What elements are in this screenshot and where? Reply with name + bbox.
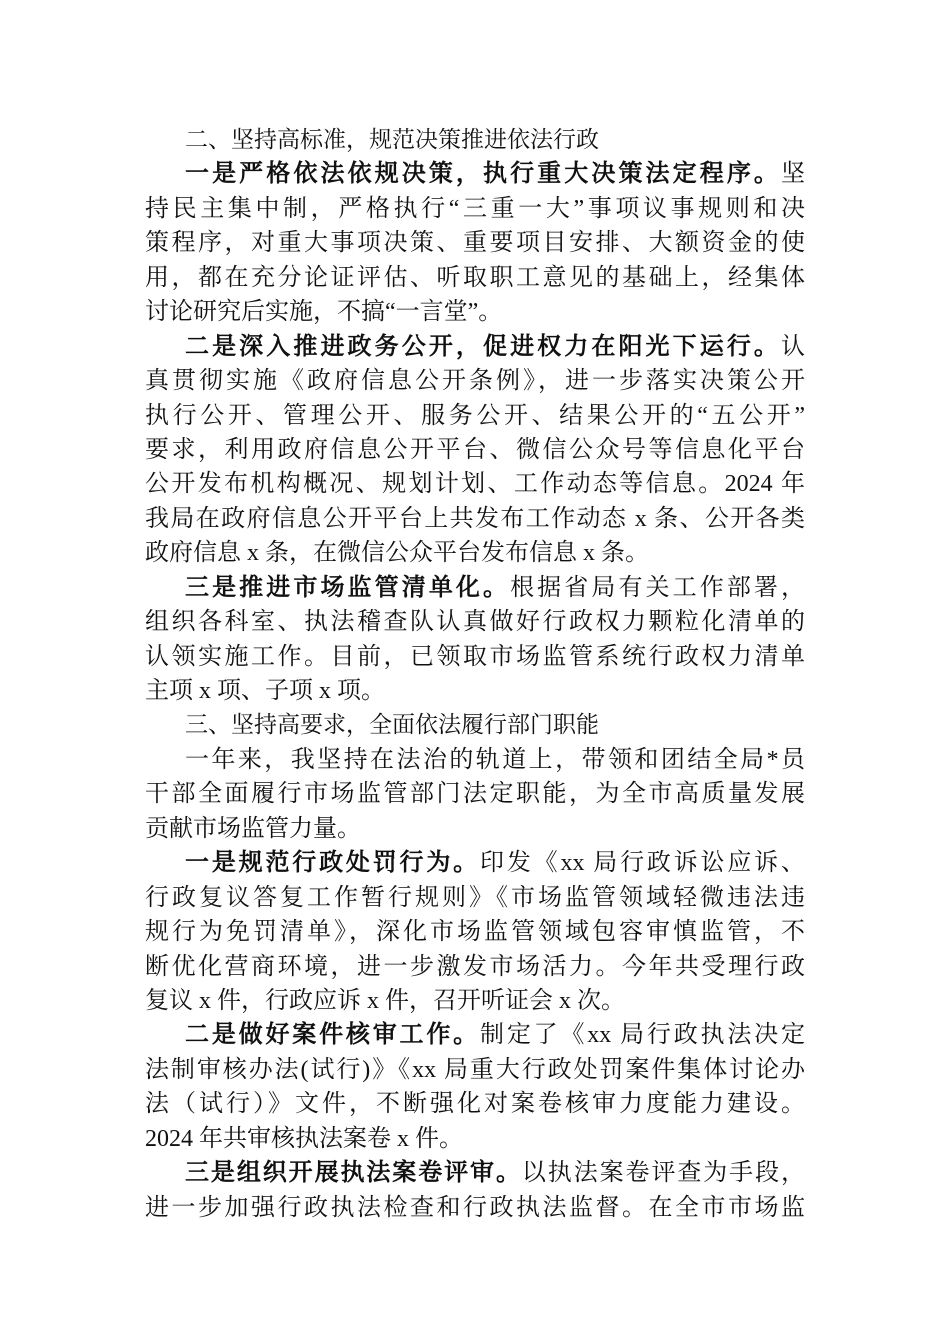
line-text: 根据省局有关工作部署， — [510, 574, 806, 601]
text-line — [145, 536, 805, 570]
text-line — [145, 433, 805, 467]
line-text: 坚 — [781, 161, 805, 188]
text-line — [145, 467, 805, 501]
text-line — [145, 157, 805, 191]
section-heading — [145, 123, 805, 157]
line-text: 政府信息 x 条，在微信公众平台发布信息 x 条。 — [145, 540, 649, 567]
text-line — [145, 399, 805, 433]
text-line — [145, 812, 805, 846]
text-line — [145, 846, 805, 880]
line-text: 真贯彻实施《政府信息公开条例》，进一步落实决策公开 — [145, 368, 805, 395]
line-text: 断优化营商环境，进一步激发市场活力。今年共受理行政 — [145, 953, 805, 980]
document-body — [145, 123, 805, 1225]
text-line — [145, 192, 805, 226]
text-line — [145, 1018, 805, 1052]
line-text: 要求，利用政府信息公开平台、微信公众号等信息化平台 — [145, 436, 805, 463]
text-line — [145, 261, 805, 295]
line-text: 进一步加强行政执法检查和行政执法监督。在全市市场监 — [145, 1194, 805, 1221]
text-line — [145, 571, 805, 605]
text-line — [145, 605, 805, 639]
line-text: 一年来，我坚持在法治的轨道上，带领和团结全局*员 — [185, 746, 805, 773]
text-line — [145, 295, 805, 329]
text-line — [145, 1053, 805, 1087]
line-text: 行政复议答复工作暂行规则》《市场监管领域轻微违法违 — [145, 884, 805, 911]
line-text: 制定了《xx 局行政执法决定 — [480, 1022, 805, 1049]
line-text: 持民主集中制，严格执行“三重一大”事项议事规则和决 — [145, 195, 805, 222]
line-text: 规行为免罚清单》，深化市场监管领域包容审慎监管，不 — [145, 919, 805, 946]
text-line — [145, 1191, 805, 1225]
line-text: 策程序，对重大事项决策、重要项目安排、大额资金的使 — [145, 230, 805, 257]
line-text: 主项 x 项、子项 x 项。 — [145, 678, 385, 704]
line-text: 用，都在充分论证评估、听取职工意见的基础上，经集体 — [145, 264, 805, 291]
line-text: 三、坚持高要求，全面依法履行部门职能 — [185, 712, 599, 739]
bold-lead-phrase: 三是推进市场监管清单化。 — [185, 574, 511, 601]
line-text: 干部全面履行市场监管部门法定职能，为全市高质量发展 — [145, 781, 805, 808]
line-text: 法制审核办法(试行)》《xx 局重大行政处罚案件集体讨论办 — [145, 1056, 805, 1083]
text-line — [145, 1087, 805, 1121]
line-text: 组织各科室、执法稽查队认真做好行政权力颗粒化清单的 — [145, 609, 805, 636]
text-line — [145, 777, 805, 811]
line-text: 印发《xx 局行政诉讼应诉、 — [480, 850, 805, 877]
text-line — [145, 743, 805, 777]
line-text: 以执法案卷评查为手段， — [521, 1160, 806, 1187]
bold-lead-phrase: 二是做好案件核审工作。 — [185, 1022, 480, 1049]
text-line — [145, 226, 805, 260]
text-line — [145, 330, 805, 364]
line-text: 我局在政府信息公开平台上共发布工作动态 x 条、公开各类 — [145, 505, 805, 532]
section-heading — [145, 708, 805, 742]
text-line — [145, 502, 805, 536]
text-line — [145, 1156, 805, 1190]
line-text: 2024 年共审核执法案卷 x 件。 — [145, 1125, 463, 1152]
text-line — [145, 674, 805, 708]
text-line — [145, 984, 805, 1018]
line-text: 公开发布机构概况、规划计划、工作动态等信息。2024 年 — [145, 471, 805, 498]
line-text: 认 — [781, 333, 805, 360]
text-line — [145, 364, 805, 398]
text-line — [145, 640, 805, 674]
text-line — [145, 881, 805, 915]
line-text: 执行公开、管理公开、服务公开、结果公开的“五公开” — [145, 402, 805, 429]
bold-lead-phrase: 一是严格依法依规决策，执行重大决策法定程序。 — [185, 161, 781, 188]
bold-lead-phrase: 二是深入推进政务公开，促进权力在阳光下运行。 — [185, 333, 781, 360]
bold-lead-phrase: 三是组织开展执法案卷评审。 — [185, 1160, 522, 1187]
line-text: 认领实施工作。目前，已领取市场监管系统行政权力清单 — [145, 643, 805, 670]
line-text: 法（试行）》文件，不断强化对案卷核审力度能力建设。 — [145, 1091, 805, 1118]
text-line — [145, 950, 805, 984]
text-line — [145, 915, 805, 949]
line-text: 讨论研究后实施，不搞“一言堂”。 — [145, 299, 503, 326]
bold-lead-phrase: 一是规范行政处罚行为。 — [185, 850, 480, 877]
line-text: 贡献市场监管力量。 — [145, 815, 361, 842]
line-text: 复议 x 件，行政应诉 x 件，召开听证会 x 次。 — [145, 987, 625, 1014]
text-line — [145, 1122, 805, 1156]
line-text: 二、坚持高标准，规范决策推进依法行政 — [185, 127, 599, 153]
